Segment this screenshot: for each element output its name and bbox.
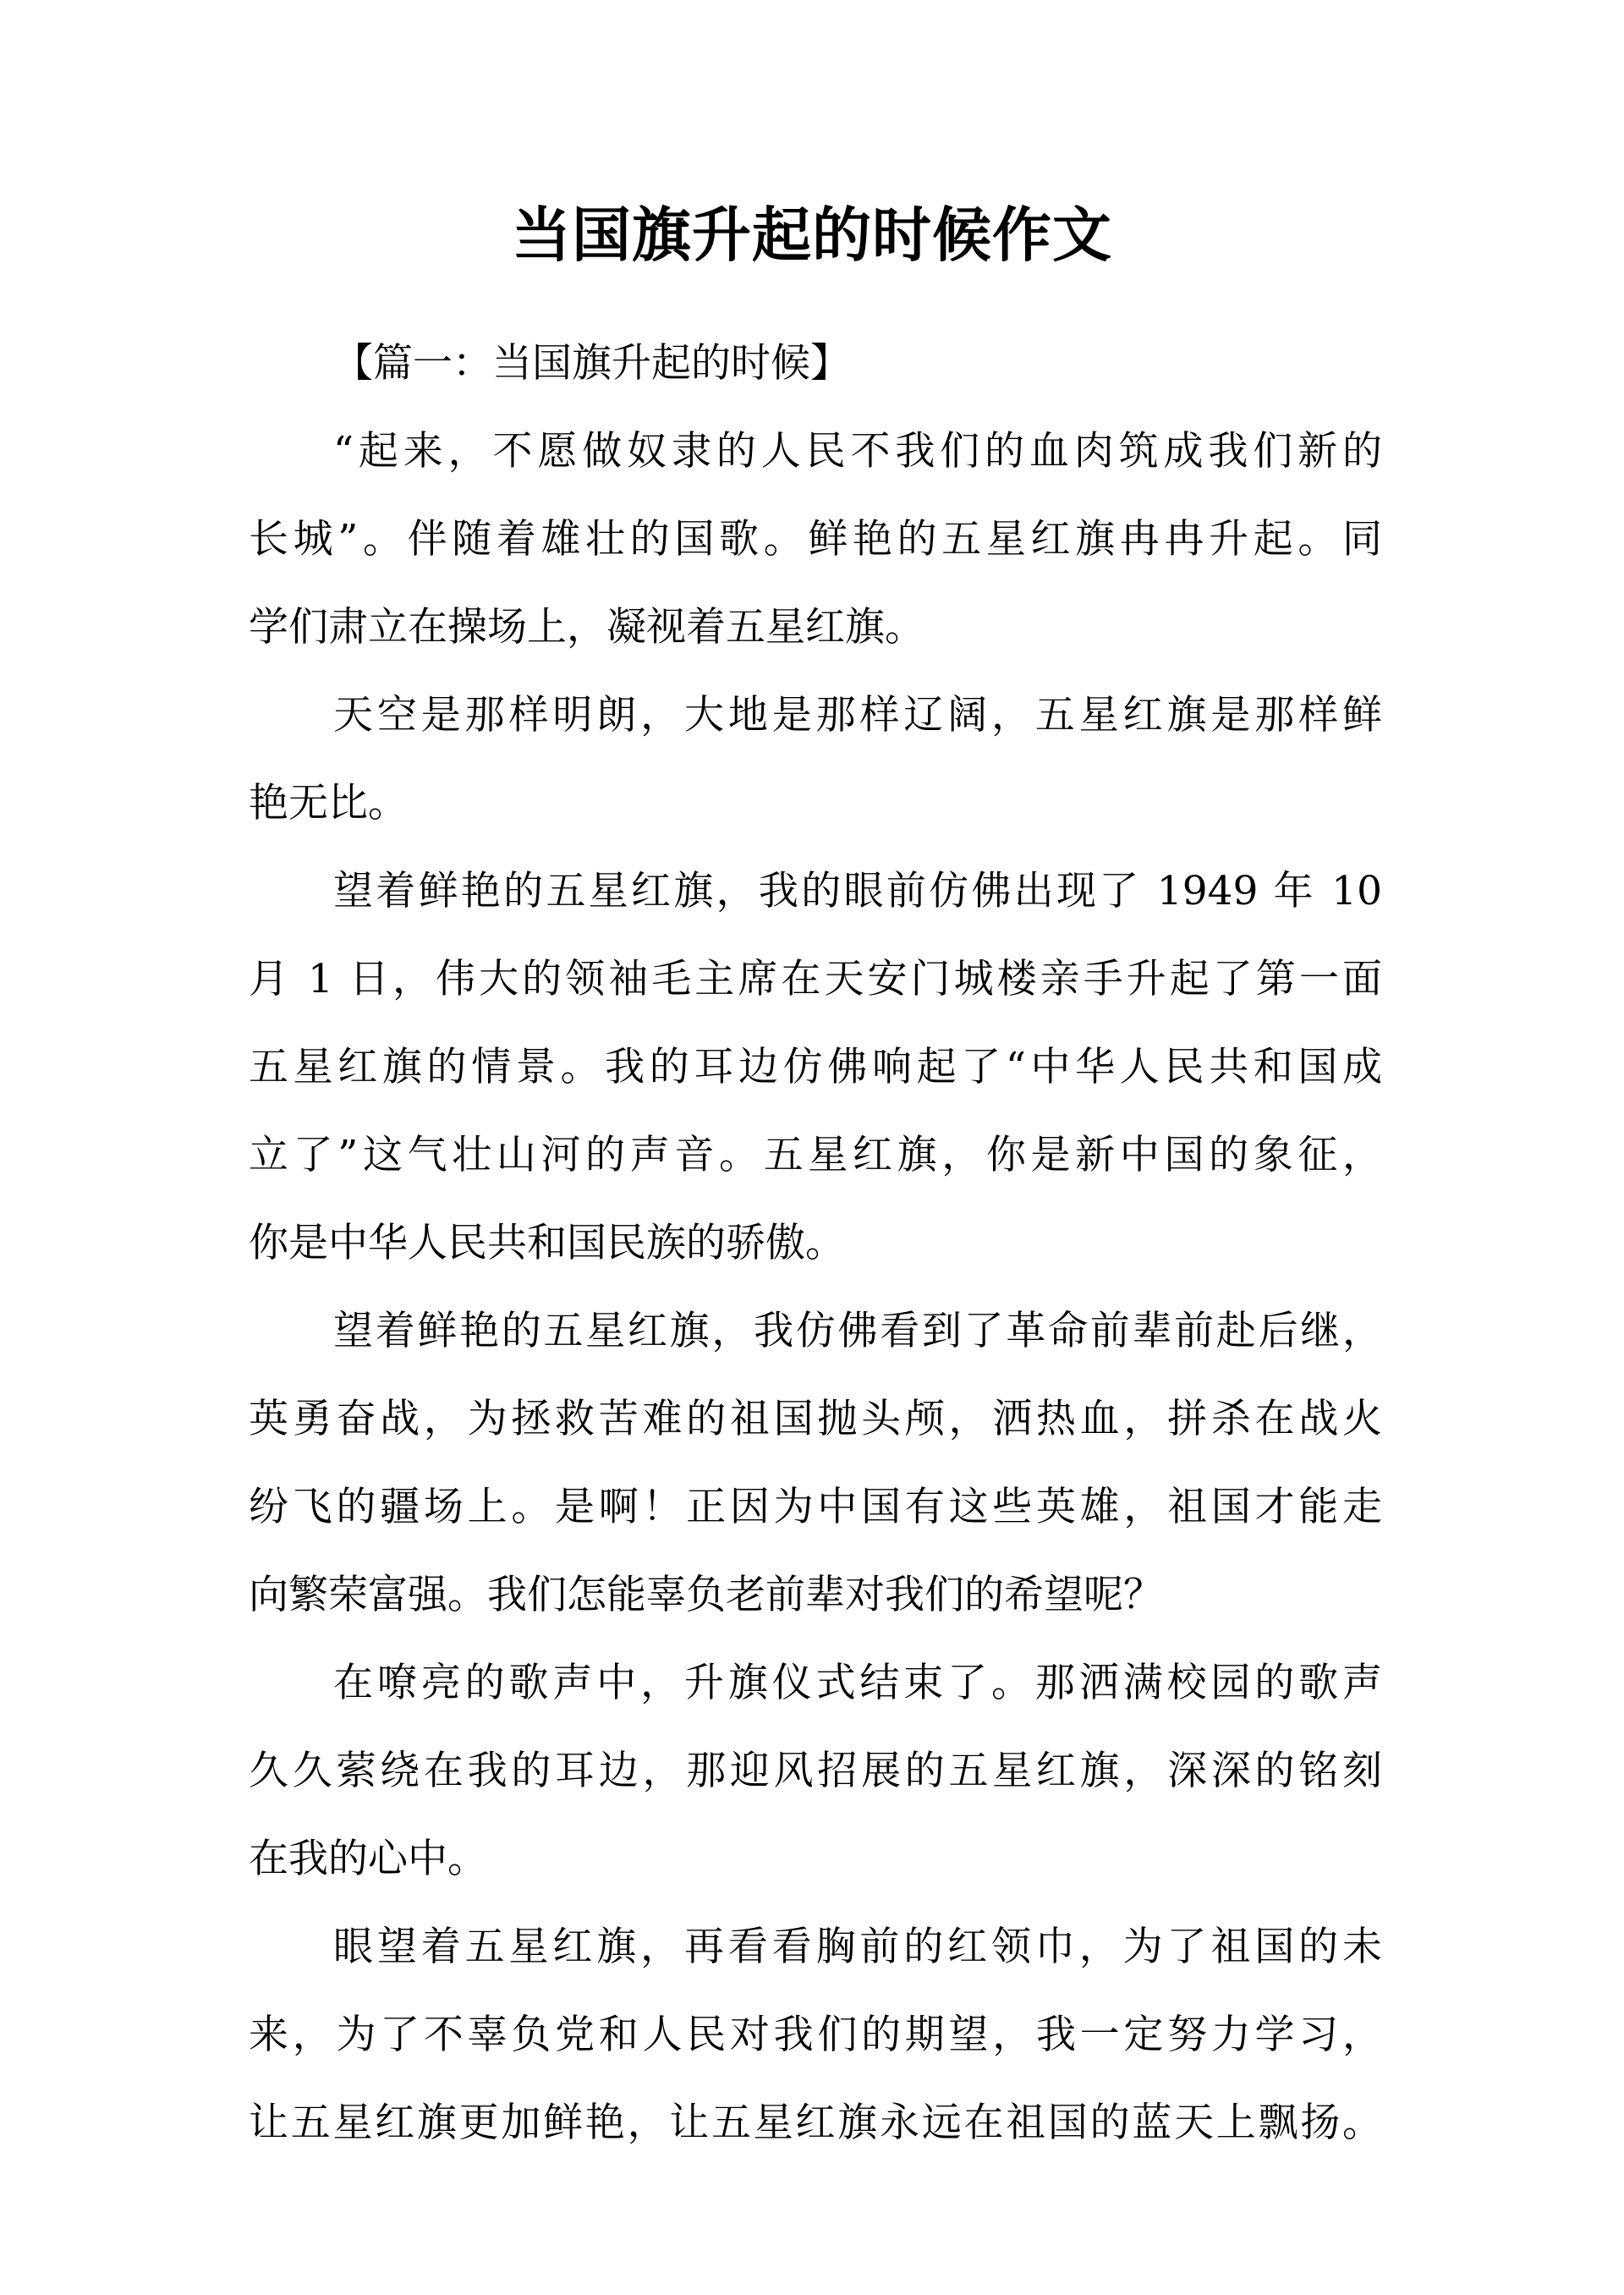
document-body (249, 320, 1382, 2167)
paragraph-line: 望着鲜艳的五星红旗，我仿佛看到了革命前辈前赴后继， (333, 1308, 1382, 1354)
document-title: 当国旗升起的时候作文 (512, 200, 1112, 270)
paragraph-line: 学们肃立在操场上，凝视着五星红旗。 (249, 604, 924, 651)
paragraph-2 (249, 672, 1382, 848)
paragraph-line: 眼望着五星红旗，再看看胸前的红领巾，为了祖国的未 (333, 1924, 1382, 1970)
paragraph-5 (249, 1639, 1382, 1903)
paragraph-line: 在我的心中。 (249, 1836, 487, 1882)
paragraph-line: 长城”。伴随着雄壮的国歌。鲜艳的五星红旗冉冉升起。同 (249, 516, 1382, 563)
paragraph-line: 来，为了不辜负党和人民对我们的期望，我一定努力学习， (249, 2012, 1382, 2058)
paragraph-line: 让五星红旗更加鲜艳，让五星红旗永远在祖国的蓝天上飘扬。 (249, 2100, 1382, 2146)
paragraph-line: 艳无比。 (249, 780, 408, 826)
paragraph-line: 月 1 日，伟大的领袖毛主席在天安门城楼亲手升起了第一面 (249, 956, 1382, 1002)
section-heading: 【篇一：当国旗升起的时候】 (333, 340, 850, 387)
paragraph-line: 久久萦绕在我的耳边，那迎风招展的五星红旗，深深的铭刻 (249, 1748, 1382, 1794)
paragraph-line: 纷飞的疆场上。是啊！正因为中国有这些英雄，祖国才能走 (249, 1484, 1382, 1530)
paragraph-6 (249, 1903, 1382, 2167)
paragraph-line: 在嘹亮的歌声中，升旗仪式结束了。那洒满校园的歌声 (333, 1660, 1382, 1706)
paragraph-line: 向繁荣富强。我们怎能辜负老前辈对我们的希望呢？ (249, 1572, 1163, 1618)
paragraph-4 (249, 1288, 1382, 1639)
paragraph-line: 望着鲜艳的五星红旗，我的眼前仿佛出现了 1949 年 10 (333, 868, 1382, 914)
paragraph-3 (249, 848, 1382, 1288)
paragraph-line: 英勇奋战，为拯救苦难的祖国抛头颅，洒热血，拼杀在战火 (249, 1396, 1382, 1442)
paragraph-line: 立了”这气壮山河的声音。五星红旗，你是新中国的象征， (249, 1132, 1382, 1178)
paragraph-line: 天空是那样明朗，大地是那样辽阔，五星红旗是那样鲜 (333, 692, 1382, 738)
paragraph-line: 你是中华人民共和国民族的骄傲。 (249, 1220, 845, 1266)
paragraph-1 (249, 408, 1382, 672)
paragraph-line: “起来，不愿做奴隶的人民不我们的血肉筑成我们新的 (333, 428, 1382, 475)
paragraph-line: 五星红旗的情景。我的耳边仿佛响起了“中华人民共和国成 (249, 1044, 1382, 1090)
